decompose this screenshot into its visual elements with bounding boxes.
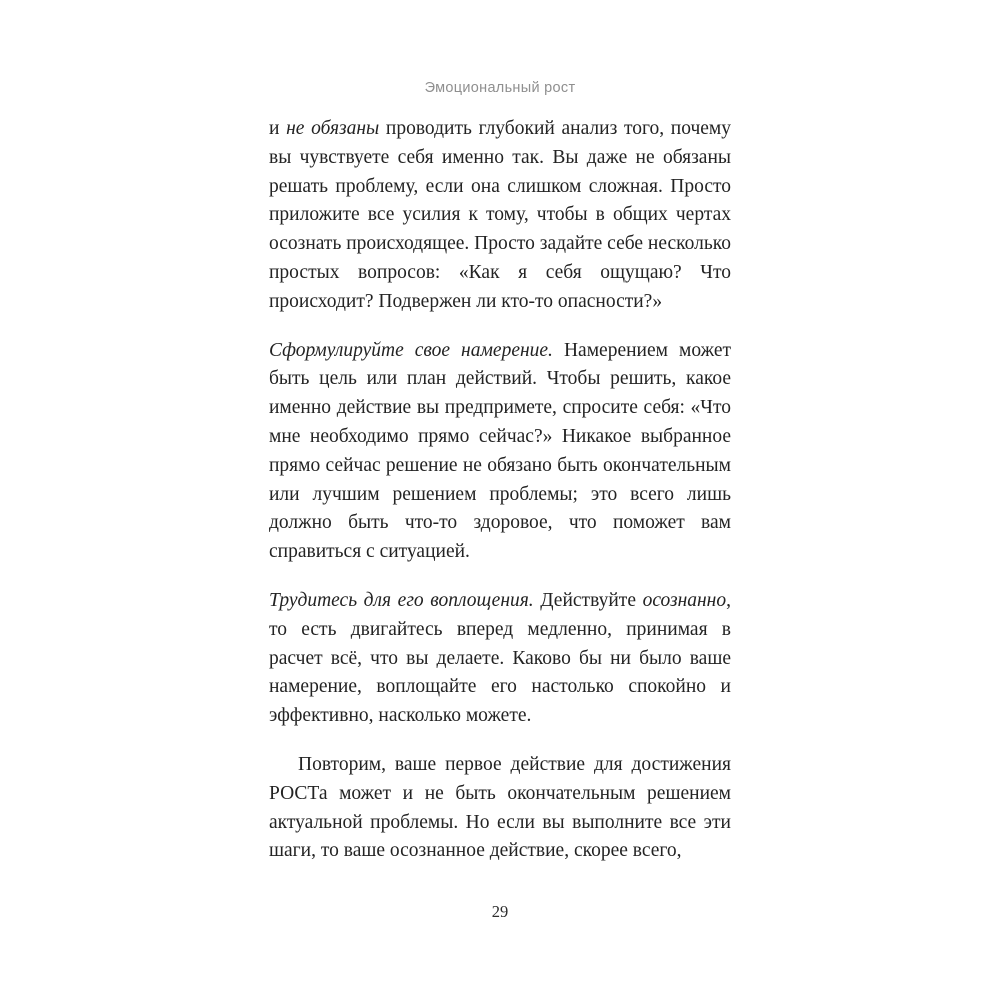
text-segment-italic: Сформулируйте свое намерение. — [269, 339, 553, 361]
text-segment: и — [269, 118, 287, 139]
text-segment: Повторим, ваше первое действие для достижения РОСТа может и не быть окончательным решением актуальной проблемы. Но если вы выполните все эти шаги, то ваше осознанное действие, скорее всего, — [269, 753, 731, 862]
text-segment: проводить глубокий анализ того, почему вы чувствуете себя именно так. Вы даже не обязаны решать проблему, если она слишком сложная. Просто приложите все усилия к тому, чтобы в общих чертах осознать происходящее. Просто задайте себе несколько простых вопросов: «Как я себя ощущаю? Что происходит? Подвержен ли кто-то опасности?» — [269, 118, 732, 312]
text-segment: Намерением может быть цель или план действий. Чтобы решить, какое именно действие вы предпримете, спросите себя: «Что мне необходимо прямо сейчас?» Никакое выбранное прямо сейчас решение не обязано быть окончательным или лучшим решением проблемы; это всего лишь должно быть что-то здоровое, что поможет вам справиться с ситуацией. — [269, 339, 731, 563]
text-segment-italic: осознанно — [642, 589, 727, 611]
text-segment-italic: не обязаны — [286, 118, 380, 139]
paragraph-work — [269, 587, 731, 731]
text-segment-italic: Трудитесь для его воплощения. — [269, 589, 534, 611]
text-segment: Действуйте — [533, 589, 643, 611]
text-block — [269, 115, 731, 866]
running-head: Эмоциональный рост — [424, 80, 576, 96]
paragraph-summary — [269, 751, 731, 866]
text-segment: , то есть двигайтесь вперед медленно, принимая в расчет всё, что вы делаете. Каково бы ни было ваше намерение, воплощайте его настолько спокойно и эффективно, насколько можете. — [269, 589, 731, 727]
paragraph-intention — [269, 337, 731, 567]
page-number: 29 — [491, 902, 509, 921]
paragraph-continuation — [269, 115, 731, 317]
